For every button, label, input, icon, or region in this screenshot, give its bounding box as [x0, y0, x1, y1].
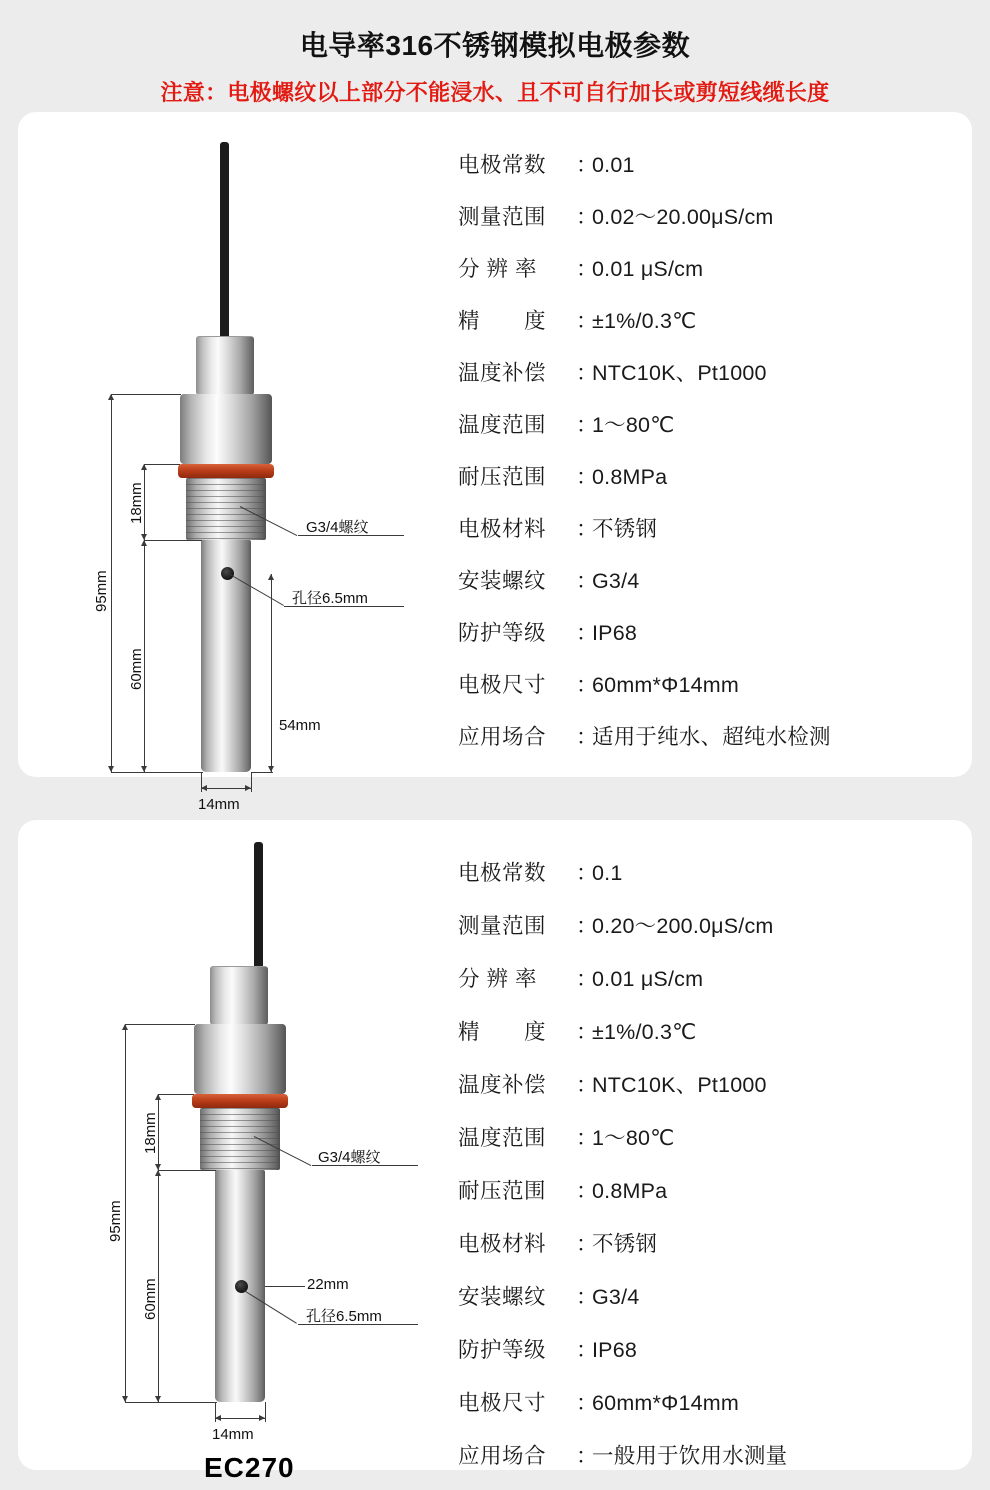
spec-value: 一般用于饮用水测量	[592, 1444, 788, 1468]
dim-thread-ext-top-ec280	[144, 464, 180, 465]
spec-colon: ：	[576, 1020, 598, 1044]
hole-callout-label-ec280: 孔径6.5mm	[292, 590, 368, 607]
dim-total-ext-top-ec270	[125, 1024, 195, 1025]
spec-label: 温度范围	[458, 413, 547, 437]
spec-row	[458, 408, 972, 439]
dim-54-arrow-top-ec280	[268, 574, 274, 580]
spec-row	[458, 1333, 972, 1364]
o-ring-ec270	[192, 1094, 288, 1108]
spec-colon: ：	[576, 569, 598, 593]
spec-label: 测量范围	[458, 205, 547, 229]
spec-row	[458, 512, 972, 543]
spec-colon: ：	[576, 1232, 598, 1256]
spec-row	[458, 616, 972, 647]
spec-colon: ：	[576, 413, 598, 437]
spec-row	[458, 148, 972, 179]
probe-diagram-ec280	[18, 112, 448, 813]
spec-row	[458, 460, 972, 491]
spec-label: 电极常数	[458, 153, 547, 177]
dim-thread-label-ec280: 18mm	[128, 482, 145, 524]
spec-label: 耐压范围	[458, 1179, 547, 1203]
spec-label: 电极材料	[458, 1232, 547, 1256]
spec-value: 0.01	[592, 153, 635, 177]
dim-54-ext-bottom-ec280	[251, 772, 273, 773]
spec-row	[458, 909, 972, 940]
hole-callout-label-ec270: 孔径6.5mm	[306, 1308, 382, 1325]
spec-row	[458, 356, 972, 387]
probe-diagram-ec270	[18, 820, 448, 1483]
spec-label: 分 辨 率	[458, 257, 537, 281]
product-card-ec270	[18, 820, 972, 1483]
thread-section-ec270	[200, 1108, 280, 1170]
spec-row	[458, 564, 972, 595]
spec-colon: ：	[576, 1391, 598, 1415]
thread-callout-label-ec270: G3/4螺纹	[318, 1149, 381, 1166]
spec-colon: ：	[576, 1179, 598, 1203]
spec-row	[458, 304, 972, 335]
spec-row	[458, 1280, 972, 1311]
spec-colon: ：	[576, 914, 598, 938]
spec-label: 安装螺纹	[458, 569, 547, 593]
spec-label: 温度补偿	[458, 1073, 547, 1097]
spec-label: 精 度	[458, 1020, 547, 1044]
cable-ec280	[220, 142, 229, 342]
probe-hole-ec280	[221, 567, 234, 580]
spec-value: 不锈钢	[592, 517, 658, 541]
spec-label: 电极常数	[458, 861, 547, 885]
spec-value: ±1%/0.3℃	[592, 309, 697, 333]
spec-label: 电极材料	[458, 517, 547, 541]
hex-nut-ec270	[194, 1024, 286, 1094]
spec-colon: ：	[576, 517, 598, 541]
dim-width-ext-right-ec270	[265, 1402, 266, 1422]
spec-value: G3/4	[592, 1285, 640, 1309]
spec-row	[458, 720, 972, 751]
spec-value: IP68	[592, 1338, 638, 1362]
spec-value: 60mm*Φ14mm	[592, 1391, 739, 1415]
dim-width-label-ec270: 14mm	[212, 1426, 254, 1443]
dim-total-ext-bottom-ec270	[125, 1402, 217, 1403]
dim-shaft-arrow-top-ec280	[141, 540, 147, 546]
spec-colon: ：	[576, 309, 598, 333]
spec-value: 0.8MPa	[592, 465, 668, 489]
spec-row	[458, 1386, 972, 1417]
dim-width-line-ec270	[215, 1418, 265, 1419]
spec-colon: ：	[576, 861, 598, 885]
spec-colon: ：	[576, 205, 598, 229]
spec-value: 1～80℃	[592, 1126, 675, 1150]
dim-22-label-ec270: 22mm	[307, 1276, 349, 1293]
spec-value: 适用于纯水、超纯水检测	[592, 725, 831, 749]
spec-value: 0.01 μS/cm	[592, 257, 704, 281]
warning-note: 注意：电极螺纹以上部分不能浸水、且不可自行加长或剪短线缆长度	[160, 80, 830, 105]
spec-row	[458, 856, 972, 887]
dim-shaft-label-ec280: 60mm	[128, 648, 145, 690]
cable-gland-ec280	[196, 336, 254, 395]
thread-callout-label-ec280: G3/4螺纹	[306, 519, 369, 536]
dim-thread-ext-bottom-ec270	[158, 1170, 216, 1171]
spec-colon: ：	[576, 621, 598, 645]
spec-value: 0.20～200.0μS/cm	[592, 914, 774, 938]
spec-row	[458, 962, 972, 993]
spec-value: NTC10K、Pt1000	[592, 1073, 767, 1097]
product-card-ec280	[18, 112, 972, 813]
dim-total-ext-bottom-ec280	[111, 772, 203, 773]
dim-thread-ext-top-ec270	[158, 1094, 194, 1095]
dim-width-label-ec280: 14mm	[198, 796, 240, 813]
spec-label: 耐压范围	[458, 465, 547, 489]
dim-thread-ext-bottom-ec280	[144, 540, 202, 541]
dim-total-label-ec280: 95mm	[93, 570, 110, 612]
spec-row	[458, 252, 972, 283]
dim-total-line-ec270	[125, 1024, 126, 1402]
spec-colon: ：	[576, 1444, 598, 1468]
spec-colon: ：	[576, 725, 598, 749]
dim-width-line-ec280	[201, 788, 251, 789]
spec-label: 应用场合	[458, 1444, 547, 1468]
spec-row	[458, 1015, 972, 1046]
spec-value: 60mm*Φ14mm	[592, 673, 739, 697]
dim-54-label-ec280: 54mm	[279, 717, 321, 734]
model-name-ec270: EC270	[204, 1452, 295, 1483]
spec-list-ec280	[448, 112, 972, 777]
spec-row	[458, 668, 972, 699]
spec-label: 电极尺寸	[458, 673, 547, 697]
spec-row	[458, 1227, 972, 1258]
dim-total-line-ec280	[111, 394, 112, 772]
spec-row	[458, 1121, 972, 1152]
spec-colon: ：	[576, 361, 598, 385]
dim-shaft-arrow-top-ec270	[155, 1170, 161, 1176]
page-title: 电导率316不锈钢模拟电极参数	[299, 30, 691, 61]
spec-colon: ：	[576, 1126, 598, 1150]
spec-row	[458, 200, 972, 231]
dim-width-ext-right-ec280	[251, 772, 252, 792]
dim-shaft-label-ec270: 60mm	[142, 1278, 159, 1320]
spec-row	[458, 1439, 972, 1470]
dim-total-label-ec270: 95mm	[107, 1200, 124, 1242]
spec-value: 0.8MPa	[592, 1179, 668, 1203]
dim-width-ext-left-ec270	[215, 1402, 216, 1422]
spec-value: ±1%/0.3℃	[592, 1020, 697, 1044]
dim-total-ext-top-ec280	[111, 394, 181, 395]
dim-22-line-ec270	[265, 1286, 305, 1287]
spec-colon: ：	[576, 465, 598, 489]
cable-ec270	[254, 842, 263, 972]
spec-colon: ：	[576, 967, 598, 991]
spec-label: 应用场合	[458, 725, 547, 749]
hex-nut-ec280	[180, 394, 272, 464]
spec-label: 测量范围	[458, 914, 547, 938]
cable-gland-ec270	[210, 966, 268, 1025]
thread-section-ec280	[186, 478, 266, 540]
spec-colon: ：	[576, 153, 598, 177]
spec-value: 不锈钢	[592, 1232, 658, 1256]
spec-row	[458, 1068, 972, 1099]
spec-label: 防护等级	[458, 621, 547, 645]
spec-label: 防护等级	[458, 1338, 547, 1362]
spec-value: 0.1	[592, 861, 623, 885]
spec-value: 0.02～20.00μS/cm	[592, 205, 774, 229]
dim-thread-label-ec270: 18mm	[142, 1112, 159, 1154]
o-ring-ec280	[178, 464, 274, 478]
spec-value: G3/4	[592, 569, 640, 593]
dim-shaft-arrow-bottom-ec280	[141, 766, 147, 772]
spec-colon: ：	[576, 257, 598, 281]
dim-width-ext-left-ec280	[201, 772, 202, 792]
spec-value: IP68	[592, 621, 638, 645]
spec-colon: ：	[576, 673, 598, 697]
spec-label: 分 辨 率	[458, 967, 537, 991]
spec-colon: ：	[576, 1073, 598, 1097]
spec-label: 电极尺寸	[458, 1391, 547, 1415]
spec-row	[458, 1174, 972, 1205]
spec-list-ec270	[448, 820, 972, 1470]
spec-value: 0.01 μS/cm	[592, 967, 704, 991]
spec-value: NTC10K、Pt1000	[592, 361, 767, 385]
spec-colon: ：	[576, 1285, 598, 1309]
spec-label: 温度范围	[458, 1126, 547, 1150]
dim-shaft-arrow-bottom-ec270	[155, 1396, 161, 1402]
dim-54-line-ec280	[271, 574, 272, 772]
spec-label: 安装螺纹	[458, 1285, 547, 1309]
spec-value: 1～80℃	[592, 413, 675, 437]
spec-label: 精 度	[458, 309, 547, 333]
spec-colon: ：	[576, 1338, 598, 1362]
spec-label: 温度补偿	[458, 361, 547, 385]
